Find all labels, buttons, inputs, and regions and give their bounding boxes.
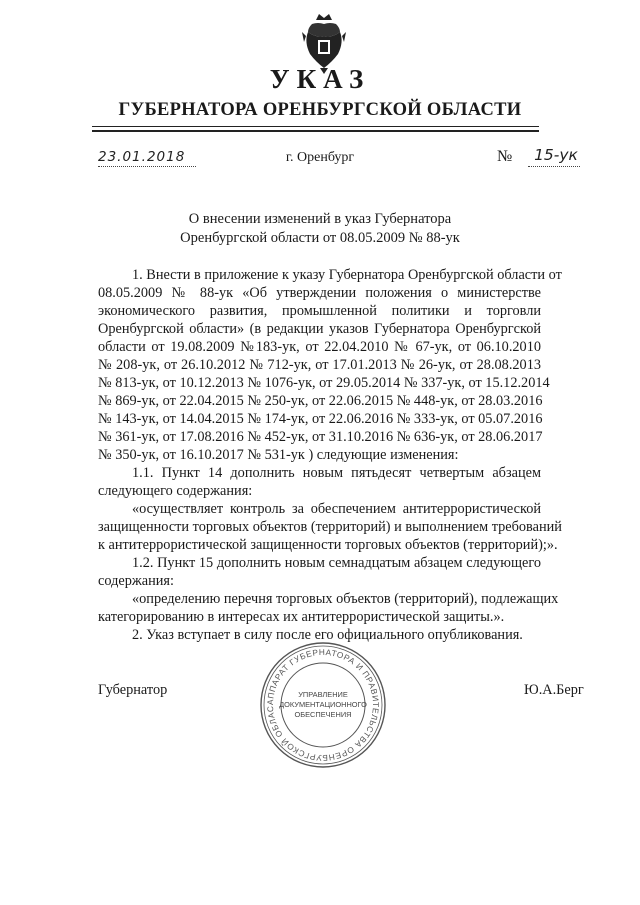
body-line: Оренбургской области» (в редакции указов Губернатора Оренбургской (98, 321, 541, 337)
document-heading (100, 210, 540, 248)
document-city: г. Оренбург (285, 150, 355, 165)
body-line: 1.1. Пункт 14 дополнить новым пятьдесят четвертым абзацем (132, 465, 541, 481)
number-underline (528, 166, 580, 167)
seal-line: УПРАВЛЕНИЕ (298, 690, 348, 699)
document-date: 23.01.2018 (98, 149, 186, 165)
date-underline (98, 166, 196, 167)
seal-line: ОБЕСПЕЧЕНИЯ (294, 710, 352, 719)
document-title: УКАЗ (269, 64, 371, 94)
body-line: № 350-ук, от 16.10.2017 № 531-ук ) следующие изменения: (98, 447, 459, 463)
signatory-position: Губернатор (98, 682, 168, 698)
body-line: 2. Указ вступает в силу после его официального опубликования. (132, 627, 523, 643)
body-line: к антитеррористической защищенности торговых объектов (территорий);». (98, 537, 558, 553)
signatory-name: Ю.А.Берг (524, 682, 584, 698)
body-line: 1.2. Пункт 15 дополнить новым семнадцатым абзацем следующего (132, 555, 541, 571)
body-line: «определению перечня торговых объектов (территорий), подлежащих (132, 591, 559, 607)
body-line: экономического развития, промышленной политики и торговли (98, 303, 541, 319)
header-rule-thick (92, 130, 539, 132)
document-subtitle: ГУБЕРНАТОРА ОРЕНБУРГСКОЙ ОБЛАСТИ (118, 100, 522, 120)
number-label: № (497, 148, 513, 165)
body-line: «осуществляет контроль за обеспечением антитеррористической (132, 501, 541, 517)
body-line: защищенности торговых объектов (территорий) и выполнением требований (98, 519, 562, 535)
seal-ring-text: АППАРАТ ГУБЕРНАТОРА И ПРАВИТЕЛЬСТВА ОРЕНБУРГСКОЙ ОБЛАС (264, 646, 382, 764)
body-line: следующего содержания: (98, 483, 253, 499)
body-line: № 813-ук, от 10.12.2013 № 1076-ук, от 29.05.2014 № 337-ук, от 15.12.2014 (98, 375, 550, 391)
body-line: № 208-ук, от 26.10.2012 № 712-ук, от 17.01.2013 № 26-ук, от 28.08.2013 (98, 357, 541, 373)
official-stamp (258, 640, 388, 770)
body-line: № 361-ук, от 17.08.2016 № 452-ук, от 31.10.2016 № 636-ук, от 28.06.2017 (98, 429, 543, 445)
body-line: № 143-ук, от 14.04.2015 № 174-ук, от 22.06.2016 № 333-ук, от 05.07.2016 (98, 411, 543, 427)
body-line: 1. Внести в приложение к указу Губернатора Оренбургской области от (132, 267, 562, 283)
heading-line: Оренбургской области от 08.05.2009 № 88-ук (180, 230, 460, 246)
seal-line: ДОКУМЕНТАЦИОННОГО (279, 700, 367, 709)
heading-line: О внесении изменений в указ Губернатора (188, 211, 452, 227)
body-line: содержания: (98, 573, 174, 589)
body-line: категорированию в интересах их антитеррористической защиты.». (98, 609, 505, 625)
body-line: области от 19.08.2009 №183-ук, от 22.04.2010 № 67-ук, от 06.10.2010 (98, 339, 541, 355)
header-rule-thin (92, 126, 539, 127)
body-line: № 869-ук, от 22.04.2015 № 250-ук, от 22.06.2015 № 448-ук, от 28.03.2016 (98, 393, 543, 409)
document-number: 15-ук (534, 146, 578, 164)
body-line: 08.05.2009 № 88-ук «Об утверждении положения о министерстве (98, 285, 541, 301)
